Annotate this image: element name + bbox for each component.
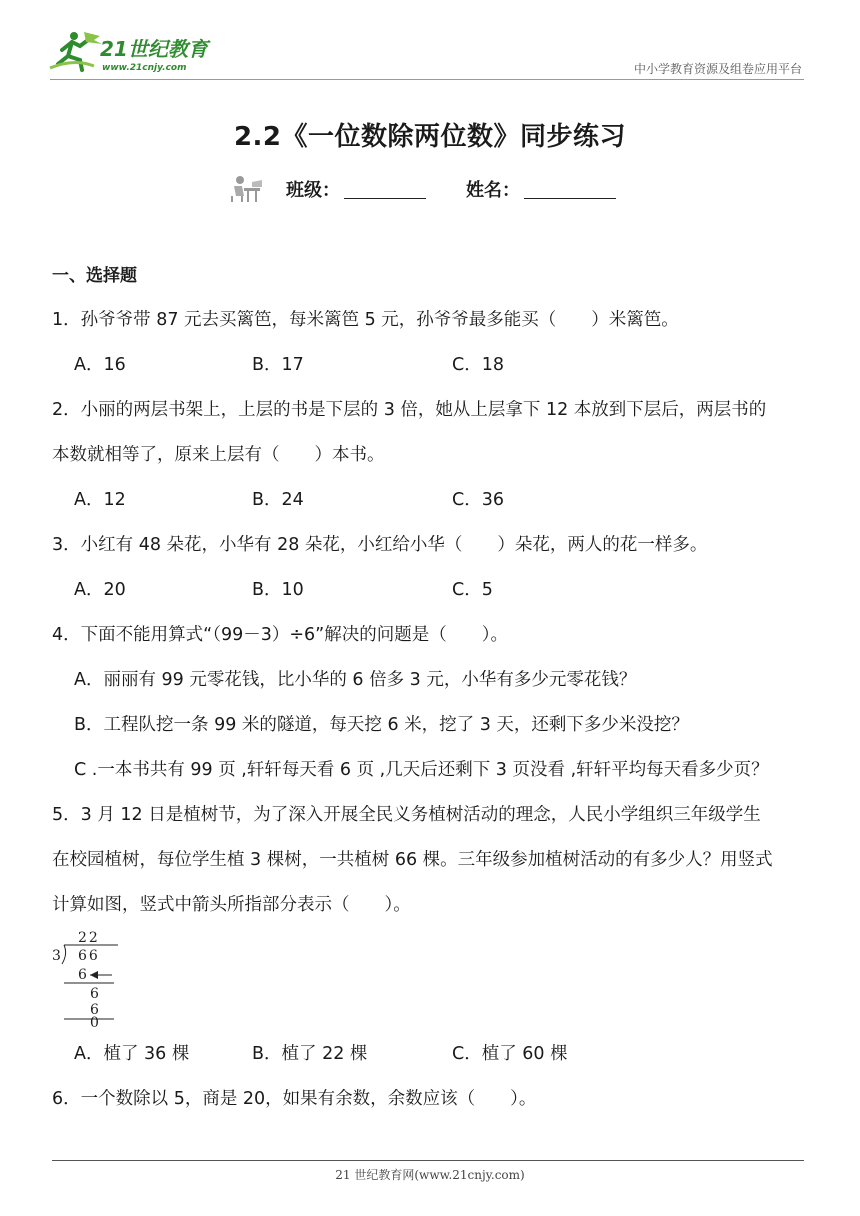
option-b[interactable]: B．17 xyxy=(252,355,304,375)
question-text: 2．小丽的两层书架上，上层的书是下层的 3 倍，她从上层拿下 12 本放到下层后，两层书的 xyxy=(52,400,767,420)
header-platform-text: 中小学教育资源及组卷应用平台 xyxy=(633,62,802,76)
header-divider xyxy=(50,79,804,80)
option-b[interactable]: B．24 xyxy=(252,490,304,510)
option-a[interactable]: A．丽丽有 99 元零花钱，比小华的 6 倍多 3 元，小华有多少元零花钱？ xyxy=(74,670,637,690)
footer-divider xyxy=(52,1160,804,1161)
name-blank[interactable] xyxy=(524,180,616,199)
option-a[interactable]: A．20 xyxy=(74,580,126,600)
logo-text: 21世纪教育 xyxy=(100,37,208,61)
option-c[interactable]: C．36 xyxy=(452,490,504,510)
question-text: 5．3 月 12 日是植树节，为了深入开展全民义务植树活动的理念，人民小学组织三年级学生 xyxy=(52,805,761,825)
step-2: 6 xyxy=(90,986,99,1002)
arrow-icon xyxy=(90,971,98,979)
option-c[interactable]: C．植了 60 棵 xyxy=(452,1044,568,1064)
question-text: 3．小红有 48 朵花，小华有 28 朵花，小红给小华（ ）朵花，两人的花一样多。 xyxy=(52,535,708,555)
long-division-figure xyxy=(52,930,132,1022)
page-title: 2.2《一位数除两位数》同步练习 xyxy=(233,122,627,152)
name-label: 姓名： xyxy=(466,180,520,201)
question-text: 本数就相等了，原来上层有（ ）本书。 xyxy=(52,445,385,465)
option-b[interactable]: B．10 xyxy=(252,580,304,600)
question-text: 1．孙爷爷带 87 元去买篱笆，每米篱笆 5 元，孙爷爷最多能买（ ）米篱笆。 xyxy=(52,310,679,330)
question-text: 计算如图，竖式中箭头所指部分表示（ ）。 xyxy=(52,895,411,915)
remainder: 0 xyxy=(90,1015,99,1031)
option-a[interactable]: A．12 xyxy=(74,490,126,510)
name-field[interactable] xyxy=(466,176,616,202)
option-c[interactable]: C．18 xyxy=(452,355,504,375)
footer-text[interactable]: 21 世纪教育网(www.21cnjy.com) xyxy=(335,1168,525,1182)
class-blank[interactable] xyxy=(344,180,426,199)
question-list xyxy=(52,262,822,1122)
question-text: 4．下面不能用算式“（99－3）÷6”解决的问题是（ ）。 xyxy=(52,625,508,645)
option-row xyxy=(52,568,822,613)
question-text: 6．一个数除以 5，商是 20，如果有余数，余数应该（ ）。 xyxy=(52,1089,537,1109)
quotient: 22 xyxy=(78,930,100,946)
option-a[interactable]: A．16 xyxy=(74,355,126,375)
question-text: 在校园植树，每位学生植 3 棵树，一共植树 66 棵。三年级参加植树活动的有多少人？用竖式 xyxy=(52,850,773,870)
class-field[interactable] xyxy=(286,176,426,202)
student-info xyxy=(228,174,616,204)
option-row xyxy=(52,478,822,523)
option-c[interactable]: C．5 xyxy=(452,580,493,600)
option-b[interactable]: B．植了 22 棵 xyxy=(252,1044,368,1064)
student-desk-icon xyxy=(228,174,268,204)
class-label: 班级： xyxy=(286,180,340,201)
option-a[interactable]: A．植了 36 棵 xyxy=(74,1044,190,1064)
option-row xyxy=(52,343,822,388)
section-title: 一、选择题 xyxy=(52,266,137,286)
option-c[interactable]: C .一本书共有 99 页 ,轩轩每天看 6 页 ,几天后还剩下 3 页没看 ,轩轩平均每天看多少页？ xyxy=(74,760,769,780)
logo-url: www.21cnjy.com xyxy=(102,63,187,73)
page-header xyxy=(0,0,860,80)
divisor: 3 xyxy=(52,948,61,964)
option-b[interactable]: B．工程队挖一条 99 米的隧道，每天挖 6 米，挖了 3 天，还剩下多少米没挖？ xyxy=(74,715,689,735)
step-3: 6 xyxy=(90,1002,99,1018)
option-row xyxy=(52,1032,822,1077)
dividend: 66 xyxy=(78,948,100,964)
step-1: 6 xyxy=(78,967,87,983)
site-logo[interactable] xyxy=(44,28,224,78)
